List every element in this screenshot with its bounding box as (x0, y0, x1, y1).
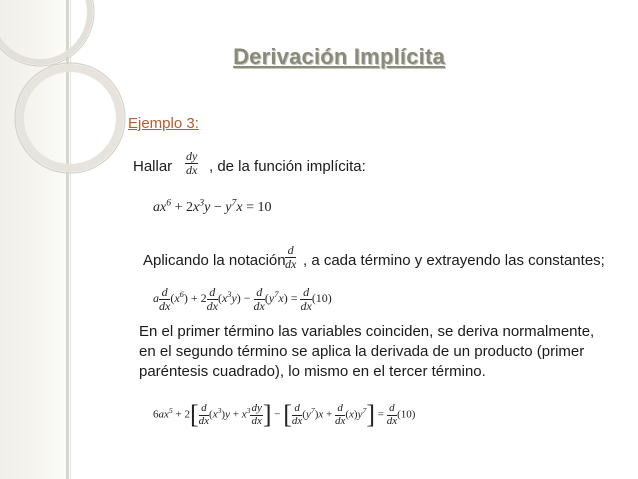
hallar-label: Hallar (133, 158, 173, 175)
derivative-equation: a $\frac{d}{dx}$ $(x^6) + 2$ $\frac{d}{dx}$ $(x^3y)$ − $\frac{d}{dx}$ $(y^7x)$ = $\frac{d}{dx}$ (10) (153, 285, 332, 313)
example-label: Ejemplo 3: (128, 115, 199, 132)
dy-dx-fraction: $\frac{dy}{dx}$ (186, 149, 198, 177)
hallar-suffix: , de la función implícita: (209, 158, 366, 175)
d-dx-notation: $\frac{d}{dx}$ (285, 243, 297, 271)
expanded-equation: $6ax^5 + 2$[ $\frac{d}{dx}$ $(x^3)y + x^3$ $\frac{dy}{dx}$ ] − [ $\frac{d}{dx}$ $(y^7)x$ + $\frac{d}{dx}$ $(x)y^7$] = $\frac{d}{dx}$ (10) (153, 400, 416, 429)
slide-title: Derivación Implícita (233, 44, 445, 69)
explanation-paragraph: En el primer término las variables coinciden, se deriva normalmente, en el segundo término se aplica la derivada de un producto (primer paréntesis cuadrado), lo mismo en el tercer término. (139, 323, 595, 380)
implicit-equation: $ax^6 + 2x^3y - y^7x = 10$ (153, 197, 272, 215)
decorative-circles (0, 0, 140, 200)
aplicando-suffix: , a cada término y extrayendo las constantes; (303, 252, 605, 269)
aplicando-label: Aplicando la notación (143, 252, 286, 269)
